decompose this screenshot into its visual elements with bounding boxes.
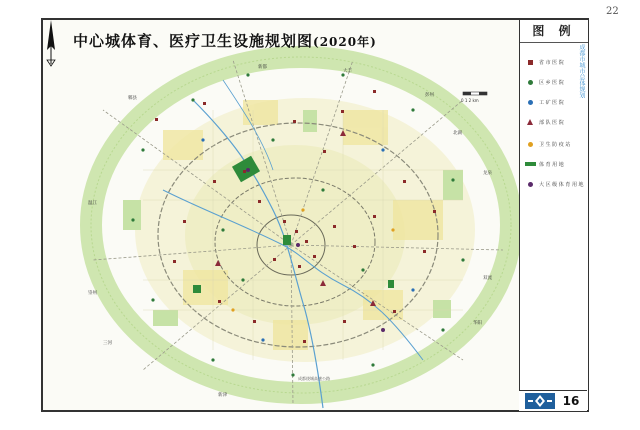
- place-label: 双流: [483, 276, 492, 281]
- place-label: 新都: [258, 65, 267, 70]
- place-label: 华阳: [473, 321, 482, 326]
- badge-number: 16: [562, 394, 580, 408]
- city-map: [43, 20, 519, 410]
- legend-heading: 图 例: [520, 20, 588, 43]
- map-title: [73, 30, 377, 51]
- place-label: 彭州: [425, 93, 434, 98]
- map-frame: [41, 18, 589, 412]
- legend-item-health-station: 卫 生 防 疫 站: [524, 138, 570, 150]
- circle-marker-icon: [524, 178, 536, 190]
- title-year: (2020年): [313, 35, 377, 49]
- circle-marker-icon: [524, 76, 536, 88]
- place-label: 郫县: [128, 96, 137, 101]
- side-label: 成都市城市总体规划: [578, 44, 585, 98]
- legend-item-district-clinic: 区 乡 医 院: [524, 76, 564, 88]
- place-label: 大丰: [343, 69, 352, 74]
- logo-icon: [525, 393, 555, 409]
- place-label: 龙泉: [483, 171, 492, 176]
- legend-item-sports-land: 体 育 用 地: [524, 158, 564, 170]
- triangle-marker-icon: [524, 116, 536, 128]
- page-number: 22: [606, 6, 619, 17]
- map-area[interactable]: [43, 20, 519, 410]
- scale-bar-label: 0 1 2 km: [461, 98, 479, 103]
- north-arrow-icon: [43, 20, 59, 68]
- legend-item-provincial-hospital: 省 市 医 院: [524, 56, 564, 68]
- place-label: 北湖: [453, 131, 462, 136]
- legend-item-regional-sports: 大 区 级 体 育 用 地: [524, 178, 584, 190]
- place-label: 新津: [218, 393, 227, 398]
- legend-item-military-hospital: 部 队 医 院: [524, 116, 564, 128]
- legend-item-industrial-hospital: 工 矿 医 院: [524, 96, 564, 108]
- scale-bar: [463, 92, 487, 95]
- road-label: 成都绕城高速公路: [298, 376, 330, 381]
- place-label: 三河: [103, 341, 112, 346]
- title-main: 中心城体育、医疗卫生设施规划图: [73, 32, 314, 50]
- page-badge: [519, 390, 587, 411]
- place-label: 崇州: [88, 291, 97, 296]
- place-label: 温江: [88, 201, 97, 206]
- circle-marker-icon: [524, 96, 536, 108]
- circle-marker-icon: [524, 138, 536, 150]
- square-marker-icon: [524, 56, 536, 68]
- bar-marker-icon: [524, 158, 536, 170]
- legend-panel: [519, 20, 588, 410]
